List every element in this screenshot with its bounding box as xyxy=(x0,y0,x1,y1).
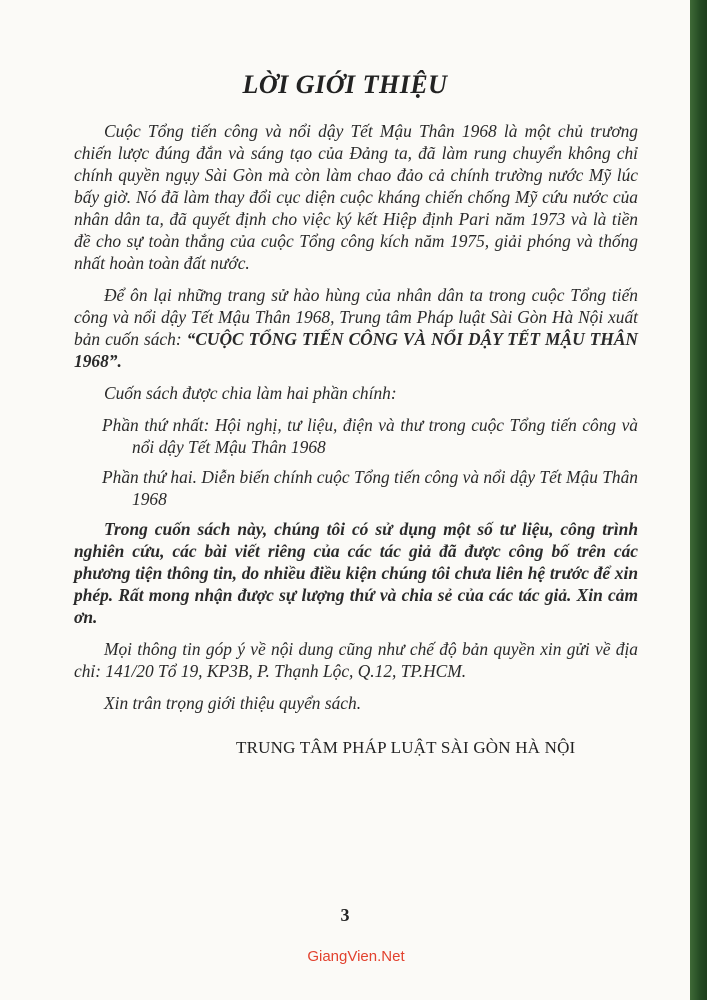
paragraph-contact: Mọi thông tin góp ý về nội dung cũng như chế độ bản quyền xin gửi về địa chỉ: 141/20 Tổ 19, KP3B, P. Thạnh Lộc, Q.12, TP.HCM. xyxy=(74,639,638,681)
paragraph-sources: Trong cuốn sách này, chúng tôi có sử dụng một số tư liệu, công trình nghiên cứu, các bài viết riêng của các tác giả đã được công bố trên các phương tiện thông tin, do nhiều điều kiện chúng tôi chưa liên hệ trước để xin phép. Rất mong nhận được sự lượng thứ và chia sẻ của các tác giả. Xin cảm ơn. xyxy=(74,519,638,627)
publication-text: Để ôn lại những trang sử hào hùng của nhân dân ta trong cuộc Tổng tiến công và nổi dậy Tết Mậu Thân 1968, Trung tâm Pháp luật Sài Gòn Hà Nội xuất bản cuốn sách: xyxy=(74,285,638,349)
watermark: GiangVien.Net xyxy=(307,948,405,965)
part-two: Phần thứ hai. Diễn biến chính cuộc Tổng tiến công và nổi dậy Tết Mậu Thân 1968 xyxy=(102,467,638,509)
signature: TRUNG TÂM PHÁP LUẬT SÀI GÒN HÀ NỘI xyxy=(236,738,576,757)
paragraph-closing: Xin trân trọng giới thiệu quyển sách. xyxy=(104,693,362,713)
page-title: LỜI GIỚI THIỆU xyxy=(242,70,448,99)
paragraph-structure: Cuốn sách được chia làm hai phần chính: xyxy=(104,383,397,403)
book-cover-edge xyxy=(690,0,707,1000)
body-text xyxy=(74,120,638,724)
part-one: Phần thứ nhất: Hội nghị, tư liệu, điện và thư trong cuộc Tổng tiến công và nổi dậy Tết Mậu Thân 1968 xyxy=(102,415,638,457)
paragraph-publication xyxy=(74,284,638,372)
book-title: “CUỘC TỔNG TIẾN CÔNG VÀ NỔI DẬY TẾT MẬU THÂN 1968”. xyxy=(74,329,638,371)
paragraph-intro: Cuộc Tổng tiến công và nổi dậy Tết Mậu Thân 1968 là một chủ trương chiến lược đúng đắn và sáng tạo của Đảng ta, đã làm rung chuyển không chỉ chính quyền ngụy Sài Gòn mà còn làm chao đảo cả chính trường nước Mỹ lúc bấy giờ. Nó đã làm thay đổi cục diện cuộc kháng chiến chống Mỹ cứu nước của nhân dân ta, đã quyết định cho việc ký kết Hiệp định Pari năm 1973 và là tiền đề cho sự toàn thắng của cuộc Tổng công kích năm 1975, giải phóng và thống nhất hoàn toàn đất nước. xyxy=(74,121,638,273)
page-number: 3 xyxy=(340,905,350,925)
